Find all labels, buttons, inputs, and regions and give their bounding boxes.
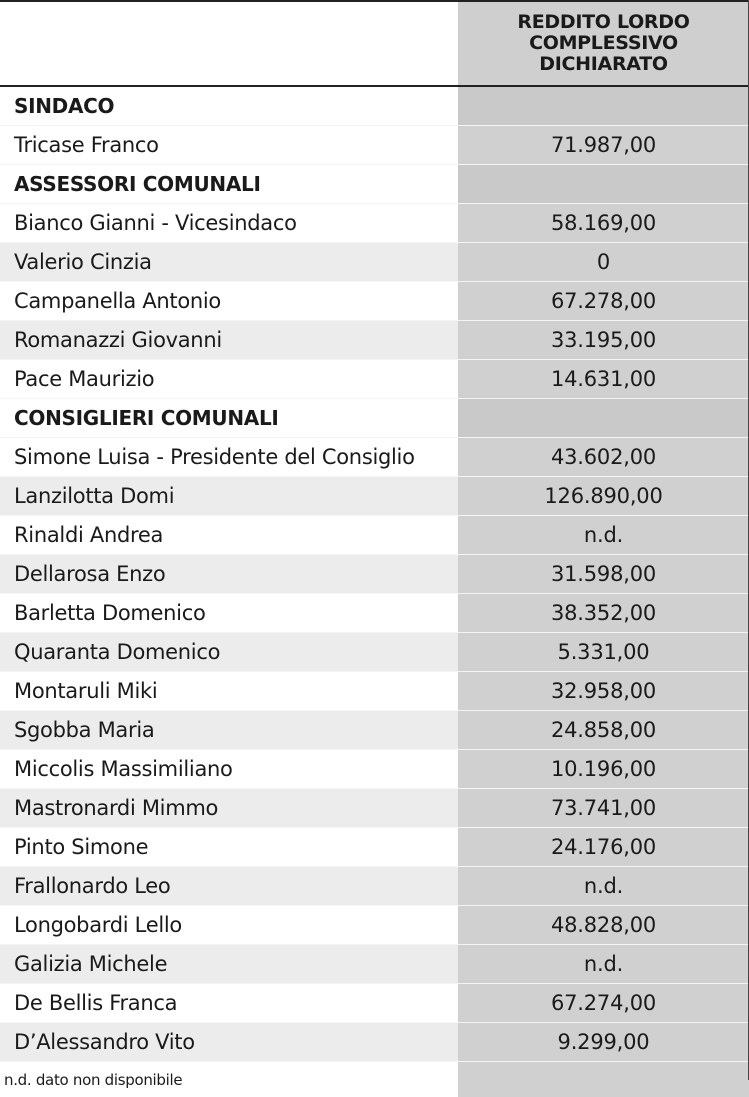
table-row [0,789,749,828]
person-name: Galizia Michele [0,945,458,984]
income-value: 24.858,00 [458,711,749,750]
table-row [0,945,749,984]
income-value: 5.331,00 [458,633,749,672]
income-value: 10.196,00 [458,750,749,789]
income-value: 24.176,00 [458,828,749,867]
person-name: Miccolis Massimiliano [0,750,458,789]
table-header-row [0,1,749,86]
table-row [0,321,749,360]
person-name: Quaranta Domenico [0,633,458,672]
person-name: Romanazzi Giovanni [0,321,458,360]
income-value: 73.741,00 [458,789,749,828]
header-name-cell [0,1,458,86]
table-row [0,1023,749,1062]
person-name: Pinto Simone [0,828,458,867]
table-body [0,86,749,1097]
table-row [0,828,749,867]
person-name: Simone Luisa - Presidente del Consiglio [0,438,458,477]
income-value: 14.631,00 [458,360,749,399]
income-value: 71.987,00 [458,126,749,165]
income-value: 126.890,00 [458,477,749,516]
section-value-cell [458,165,749,204]
person-name: Tricase Franco [0,126,458,165]
table-row [0,516,749,555]
table-row [0,984,749,1023]
table-row [0,126,749,165]
footnote-text: n.d. dato non disponibile [0,1062,458,1097]
income-value: 58.169,00 [458,204,749,243]
footnote-value-cell [458,1062,749,1097]
person-name: Lanzilotta Domi [0,477,458,516]
table-row [0,711,749,750]
person-name: Campanella Antonio [0,282,458,321]
table-row [0,282,749,321]
table-row [0,867,749,906]
income-value: 9.299,00 [458,1023,749,1062]
person-name: Rinaldi Andrea [0,516,458,555]
table-row [0,243,749,282]
table-row [0,594,749,633]
person-name: Longobardi Lello [0,906,458,945]
table-row [0,204,749,243]
income-value: 67.274,00 [458,984,749,1023]
table-row [0,438,749,477]
person-name: Bianco Gianni - Vicesindaco [0,204,458,243]
table-row [0,906,749,945]
section-row [0,86,749,126]
income-value: 43.602,00 [458,438,749,477]
income-value: n.d. [458,516,749,555]
table-row [0,633,749,672]
person-name: Frallonardo Leo [0,867,458,906]
income-value: 67.278,00 [458,282,749,321]
footnote-row [0,1062,749,1097]
person-name: D’Alessandro Vito [0,1023,458,1062]
section-value-cell [458,399,749,438]
table-row [0,360,749,399]
person-name: Mastronardi Mimmo [0,789,458,828]
person-name: Valerio Cinzia [0,243,458,282]
person-name: Barletta Domenico [0,594,458,633]
person-name: Montaruli Miki [0,672,458,711]
income-value: 48.828,00 [458,906,749,945]
table-row [0,750,749,789]
header-value-column-title: REDDITO LORDO COMPLESSIVO DICHIARATO [458,1,749,86]
section-value-cell [458,86,749,126]
table-row [0,672,749,711]
section-row [0,399,749,438]
income-value: 0 [458,243,749,282]
section-title: SINDACO [0,86,458,126]
table-row [0,477,749,516]
person-name: Pace Maurizio [0,360,458,399]
table-row [0,555,749,594]
section-title: CONSIGLIERI COMUNALI [0,399,458,438]
income-value: 38.352,00 [458,594,749,633]
income-value: 32.958,00 [458,672,749,711]
person-name: De Bellis Franca [0,984,458,1023]
income-value: 33.195,00 [458,321,749,360]
section-row [0,165,749,204]
income-value: 31.598,00 [458,555,749,594]
section-title: ASSESSORI COMUNALI [0,165,458,204]
income-value: n.d. [458,945,749,984]
income-value: n.d. [458,867,749,906]
person-name: Dellarosa Enzo [0,555,458,594]
person-name: Sgobba Maria [0,711,458,750]
